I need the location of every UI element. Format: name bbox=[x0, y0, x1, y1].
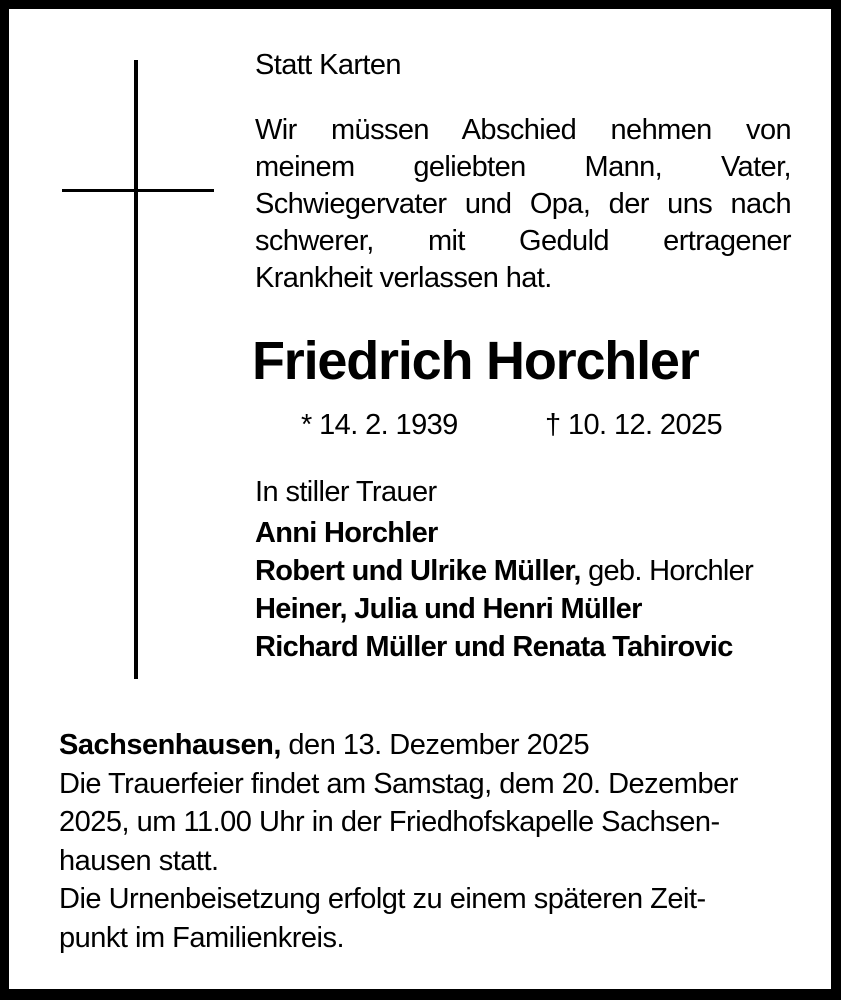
intro-line: meinem geliebten Mann, Vater, bbox=[255, 151, 791, 183]
birth-date: * 14. 2. 1939 bbox=[301, 409, 458, 441]
funeral-line: Die Trauerfeier findet am Samstag, dem 20. Dezember bbox=[59, 767, 738, 800]
intro-line: Krankheit verlassen hat. bbox=[255, 262, 552, 294]
funeral-info bbox=[59, 726, 794, 957]
funeral-line: 2025, um 11.00 Uhr in der Friedhofskapelle Sachsen- bbox=[59, 806, 720, 838]
funeral-line: hausen statt. bbox=[59, 844, 219, 877]
family-member: Anni Horchler bbox=[255, 517, 438, 549]
intro-line: Wir müssen Abschied nehmen von bbox=[255, 114, 791, 146]
family-member: Richard Müller und Renata Tahirovic bbox=[255, 631, 733, 663]
place-date-line bbox=[59, 726, 794, 765]
intro-line: schwerer, mit Geduld ertragener bbox=[255, 225, 791, 257]
mourning-label: In stiller Trauer bbox=[255, 476, 437, 508]
header-text: Statt Karten bbox=[255, 49, 401, 81]
place: Sachsenhausen, bbox=[59, 729, 281, 761]
obituary-card bbox=[9, 9, 831, 989]
funeral-line: Die Urnenbeisetzung erfolgt zu einem späteren Zeit- bbox=[59, 883, 706, 915]
intro-paragraph bbox=[255, 112, 791, 297]
family-member: Heiner, Julia und Henri Müller bbox=[255, 593, 642, 625]
death-date: † 10. 12. 2025 bbox=[545, 409, 723, 441]
deceased-name: Friedrich Horchler bbox=[252, 331, 699, 391]
family-member: Robert und Ulrike Müller, geb. Horchler bbox=[255, 555, 754, 587]
cross-icon-vertical bbox=[134, 60, 138, 679]
cross-icon-horizontal bbox=[62, 189, 214, 192]
date-text: den 13. Dezember 2025 bbox=[280, 729, 590, 761]
funeral-line: punkt im Familienkreis. bbox=[59, 921, 345, 954]
family-list bbox=[255, 514, 791, 666]
intro-line: Schwiegervater und Opa, der uns nach bbox=[255, 188, 791, 220]
